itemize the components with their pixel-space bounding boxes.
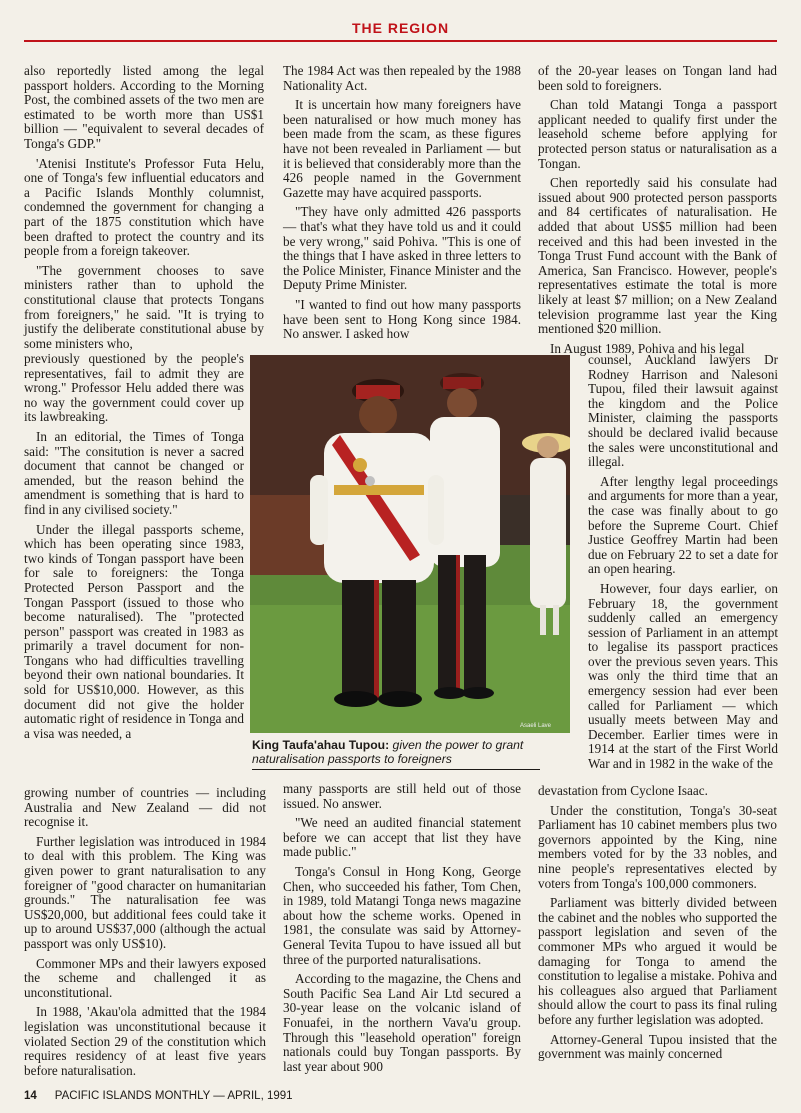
paragraph: Under the illegal passports scheme, which has been operating since 1983, two kinds of Tongan passport have been for sale to foreigners: the Tonga Protected Person Passport and the Tongan Passport (issued to those who become naturalised). The "protected person" passport was created in 1983 as primarily a travel document for non-Tongans who had difficulties travelling beyond their own national boundaries. It sold for US$10,000. However, as this document did not give the holder automatic right of residence in Tonga and a visa was needed, a	[24, 521, 244, 741]
column-3-bottom	[538, 784, 777, 1067]
paragraph: After lengthy legal proceedings and arguments for more than a year, the case was finally about to go before the Supreme Court. Chief Justice Geoffrey Martin had been due on February 22 to set a date for an open hearing.	[588, 473, 779, 577]
paragraph: It is uncertain how many foreigners have been naturalised or how much money has been made from the scam, as these figures have not been revealed in Parliament — but it is believed that considerably more than the 426 people named in the Government Gazette may have acquired passports.	[283, 97, 521, 200]
column-3-narrow	[588, 353, 778, 777]
paragraph: many passports are still held out of those issued. No answer.	[283, 781, 521, 811]
caption-rule	[252, 769, 540, 770]
paragraph: 'Atenisi Institute's Professor Futa Helu, one of Tonga's few influential educators and a Pacific Islands Monthly columnist, condemned the government for changing a part of the 1875 constitution which have been drafted to protect the country and its people from a foreign takeover.	[24, 155, 264, 259]
column-1	[24, 64, 264, 356]
paragraph: According to the magazine, the Chens and South Pacific Sea Land Air Ltd secured a 30-year lease on the volcanic island of Fonuafei, in the northern Vava'u group. Through this "leasehold operation" foreign nationals could buy Tongan passports. By last year about 900	[283, 971, 521, 1074]
column-3	[538, 64, 777, 361]
paragraph: "They have only admitted 426 passports — that's what they have told us and it could be very wrong," said Pohiva. "This is one of the things that I have asked in three letters to the Police Minister, Finance Minister and the Deputy Prime Minister.	[283, 204, 521, 293]
paragraph: "I wanted to find out how many passports have been sent to Hong Kong since 1984. No answer. I asked how	[283, 296, 521, 342]
king-photo	[250, 355, 570, 733]
section-title: THE REGION	[351, 20, 450, 36]
paragraph: However, four days earlier, on February 18, the government suddenly called an emergency session of Parliament in an attempt to legalise its passport practices over the previous seven years. This was only the third time that an emergency session had ever been called for Parliament — which usually meets between May and December. Earlier times were in 1914 at the start of the First World War and in 1982 in the wake of the	[588, 580, 778, 772]
photo-caption	[252, 738, 570, 766]
header-rule	[24, 40, 777, 42]
paragraph: devastation from Cyclone Isaac.	[538, 783, 708, 798]
paragraph: Chen reportedly said his consulate had issued about 900 protected person passports and 84 certificates of naturalisation. He added that about US$5 million had been received and this had been invested in the Tonga Trust Fund account with the Bank of America, San Francisco. However, people's representatives estimate the total is more likely at least $7 million; on a New Zealand television programme last year the King mentioned $20 million.	[538, 175, 777, 337]
column-1-bottom	[24, 786, 266, 1083]
paragraph: "The government chooses to save ministers rather than to uphold the constitutional clause that protects Tongans from foreigners," he said. "It is trying to justify the deliberate constitutional abuse by some ministers who,	[24, 262, 264, 351]
paragraph: In August 1989, Pohiva and his legal	[550, 340, 745, 356]
caption-name: King Taufa'ahau Tupou:	[252, 738, 390, 752]
photo-illustration	[250, 355, 570, 733]
paragraph: In an editorial, the Times of Tonga said: "The consitution is never a sacred document that cannot be changed or amended, but the reason behind the amendment is something that is hard to find in any civilised society."	[24, 428, 244, 517]
paragraph: Chan told Matangi Tonga a passport applicant needed to qualify first under the leasehold scheme before applying for protected person status or naturalisation as a Tongan.	[538, 97, 777, 171]
caption-text: given the power to grant naturalisation passports to foreigners	[252, 738, 524, 766]
paragraph: Parliament was bitterly divided between the cabinet and the nobles who supported the passport legislation and seven of the commoner MPs who argued it would be damaging for Tonga to amend the constitution to legalise a mistake. Pohiva and his colleagues also argued that Parliament should allow the court to pass its final ruling before any further legislation was adopted.	[538, 895, 777, 1027]
paragraph: The 1984 Act was then repealed by the 1988 Nationality Act.	[283, 63, 521, 93]
column-2	[283, 64, 521, 347]
paragraph: Attorney-General Tupou insisted that the government was mainly concerned	[538, 1031, 777, 1062]
paragraph: "We need an audited financial statement before we can accept that list they have made public."	[283, 815, 521, 860]
paragraph: Tonga's Consul in Hong Kong, George Chen, who succeeded his father, Tom Chen, in 1989, told Matangi Tonga news magazine about how the scheme works. Opened in 1981, the consulate was said by Attorney-General Tevita Tupou to have issued all but three of the purported naturalisations.	[283, 863, 521, 967]
photo-credit: Asaeli Lave	[520, 723, 552, 729]
column-2-bottom	[283, 782, 521, 1079]
paragraph: Further legislation was introduced in 1984 to deal with this problem. The King was given power to grant naturalisation to any foreigner of "good character on humanitarian grounds." The naturalisation fee was US$20,000, but additional fees could take it up to around US$37,000 (although the actual passport was only US$10).	[24, 833, 266, 951]
paragraph: previously questioned by the people's representatives, fail to admit they are wrong." Professor Helu added there was no way the government could cover up its lawbreaking.	[24, 351, 244, 425]
paragraph: growing number of countries — including Australia and New Zealand — did not recognise it.	[24, 785, 266, 830]
paragraph: also reportedly listed among the legal passport holders. According to the Morning Post, the combined assets of the two men are estimated to be worth more than US$1 billion — "equivalent to several decades of Tonga's GDP."	[24, 63, 264, 151]
paragraph: Under the constitution, Tonga's 30-seat Parliament has 10 cabinet members plus two governors appointed by the King, nine members voted for by the 33 nobles, and nine people's representatives elected by voters from Tonga's 100,000 commoners.	[538, 802, 777, 891]
page-footer	[24, 1090, 293, 1102]
paragraph: Commoner MPs and their lawyers exposed the scheme and challenged it as unconstitutional.	[24, 955, 266, 1000]
publication-line: PACIFIC ISLANDS MONTHLY — APRIL, 1991	[54, 1090, 293, 1102]
page-header	[0, 0, 801, 40]
paragraph: In 1988, 'Akau'ola admitted that the 1984 legislation was unconstitutional because it violated Section 29 of the constitution which requires residency of at least five years before naturalisation.	[24, 1004, 266, 1078]
page-number: 14	[24, 1090, 37, 1102]
paragraph: counsel, Auckland lawyers Dr Rodney Harrison and Nalesoni Tupou, filed their lawsuit against the kingdom and the Police Minister, claiming the passports should be declared ivalid because the sales were unconstitutional and illegal.	[588, 352, 778, 470]
paragraph: of the 20-year leases on Tongan land had been sold to foreigners.	[538, 63, 777, 93]
column-1-narrow	[24, 352, 244, 746]
